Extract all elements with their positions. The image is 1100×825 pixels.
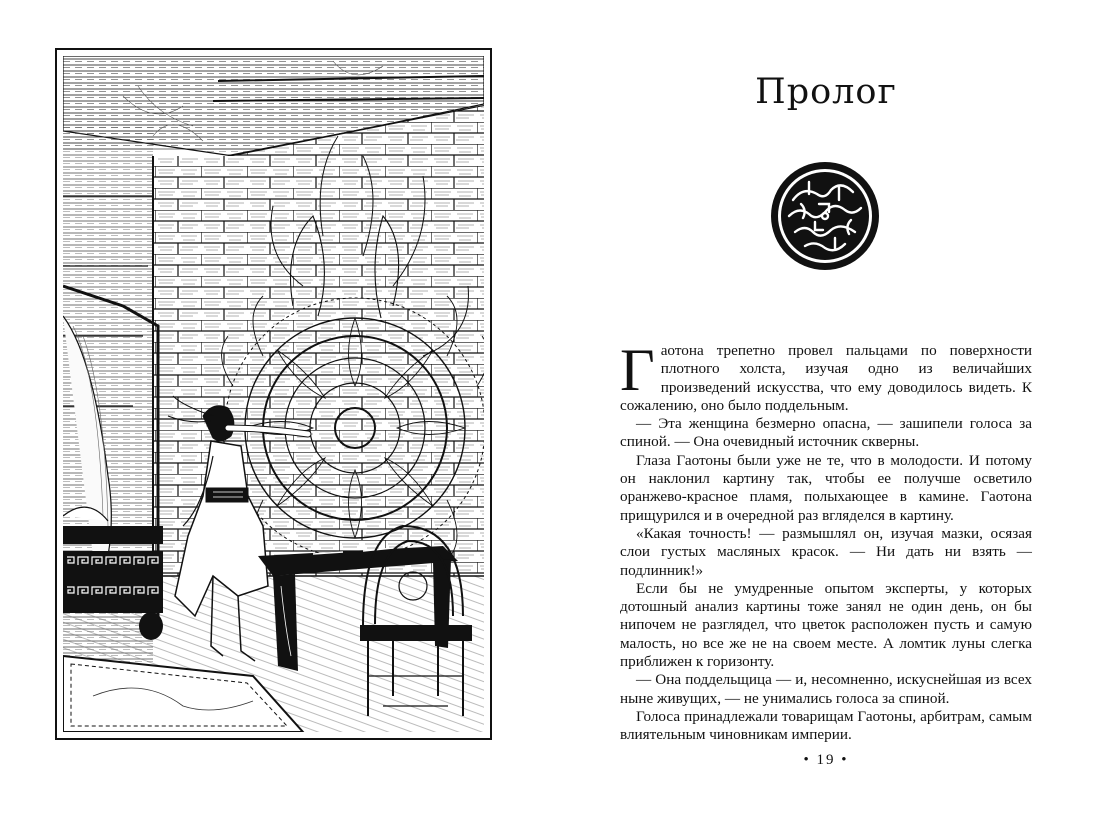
page-number: • 19 •: [803, 752, 849, 768]
paragraph: Голоса принадлежали товарищам Гаотоны, арбитрам, самым влиятельным чиновникам империи.: [620, 707, 1032, 744]
drop-cap: Г: [620, 337, 655, 403]
chapter-title: Пролог: [755, 72, 897, 112]
chapter-illustration: [55, 48, 492, 740]
paragraph: — Она поддельщица — и, несомненно, искуснейшая из всех ныне живущих, — не унимались голоса за спиной.: [620, 671, 1032, 707]
chapter-emblem: [769, 160, 881, 277]
paragraph: — Эта женщина безмерно опасна, — зашипели голоса за спиной. — Она очевидный источник скверны.: [620, 415, 1032, 451]
paragraph: «Какая точность! — размышлял он, изучая мазки, осязая слои густых масляных красок. — Ни дать ни взять — подлинник!»: [620, 524, 1032, 579]
paragraph: Гаотона трепетно провел пальцами по поверхности плотного холста, изучая одно из величайших произведений искусства, что ему доводилось видеть. К сожалению, оно было поддельным.: [620, 337, 1032, 414]
prologue-text: [620, 337, 1032, 745]
paragraph: Если бы не умудренные опытом эксперты, у которых дотошный анализ картины тоже занял не один день, он бы нипочем не разглядел, что цветок расположен пусть и самую малость, но все же не на своем месте. А ломтик луны слегка приближен к горизонту.: [620, 579, 1032, 671]
paragraph: Глаза Гаотоны были уже не те, что в молодости. И потому он наклонил картину так, чтобы ее получше осветило оранжево-красное пламя, полыхающее в камине. Гаотона прищурился и в очередной раз вгляделся в картину.: [620, 451, 1032, 524]
illustration-drawing: [63, 56, 484, 732]
glyph-seal-icon: [769, 160, 881, 272]
